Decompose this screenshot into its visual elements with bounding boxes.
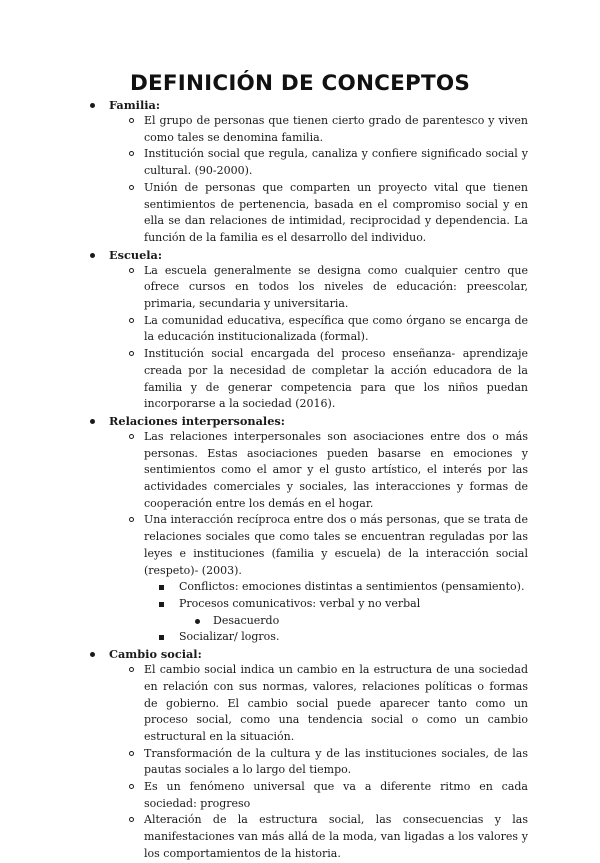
list-item-text: Unión de personas que comparten un proyecto vital que tienen sentimientos de pertenencia, basada en el compromiso social y en ella se dan relaciones de intimidad, reciprocidad y dependencia. La función de la familia es el desarrollo del individuo. xyxy=(144,180,528,244)
list-item xyxy=(144,346,528,413)
list-item xyxy=(144,662,528,746)
bullet-disc-icon xyxy=(90,419,95,424)
list-item xyxy=(144,779,528,812)
sub-list-item xyxy=(179,579,528,596)
list-item-text: La comunidad educativa, específica que como órgano se encarga de la educación institucionalizada (formal). xyxy=(144,313,528,344)
section-heading-text: Cambio social: xyxy=(109,647,202,662)
list-item-text: Las relaciones interpersonales son asociaciones entre dos o más personas. Estas asociaciones pueden basarse en emociones y sentimientos como el amor y el gusto artístico, el interés por las actividades comerciales y sociales, las interacciones y formas de cooperación entre los demás en el hogar. xyxy=(144,429,528,510)
section-heading xyxy=(88,413,528,429)
list-item-text: Transformación de la cultura y de las instituciones sociales, de las pautas sociales a lo largo del tiempo. xyxy=(144,746,528,777)
list-item xyxy=(144,812,528,862)
list-item xyxy=(144,429,528,513)
bullet-circle-icon xyxy=(129,118,134,123)
bullet-circle-icon xyxy=(129,151,134,156)
section-heading xyxy=(88,97,528,113)
bullet-disc-icon xyxy=(90,253,95,258)
bullet-square-icon xyxy=(159,635,164,640)
list-item xyxy=(144,746,528,779)
section-familia xyxy=(88,97,528,247)
sub-sub-list xyxy=(213,613,528,630)
list xyxy=(144,429,528,646)
section-cambio-social xyxy=(88,646,528,862)
list-item-text: Una interacción recíproca entre dos o más personas, que se trata de relaciones sociales que como tales se encuentran reguladas por las leyes e instituciones (familia y escuela) de la interacción social (respeto)- (2003). xyxy=(144,513,528,577)
sub-sub-list-item xyxy=(213,613,528,630)
sub-list-item-text: Conflictos: emociones distintas a sentimientos (pensamiento). xyxy=(179,580,525,594)
bullet-disc-icon xyxy=(90,652,95,657)
list-item-text: Alteración de la estructura social, las consecuencias y las manifestaciones van más allá de la moda, van ligadas a los valores y los comportamientos de la historia. xyxy=(144,813,528,860)
list-item-text: El cambio social indica un cambio en la estructura de una sociedad en relación con sus normas, valores, relaciones políticas o formas de gobierno. El cambio social puede aparecer tanto como un proceso social, como una tendencia social o como un cambio estructural en la situación. xyxy=(144,663,528,743)
section-relaciones-interpersonales xyxy=(88,413,528,646)
sub-list-item-text: Procesos comunicativos: verbal y no verbal xyxy=(179,596,421,610)
bullet-disc-icon xyxy=(195,619,200,624)
section-heading xyxy=(88,247,528,263)
bullet-circle-icon xyxy=(129,351,134,356)
section-heading xyxy=(88,646,528,662)
sub-list-item-text: Socializar/ logros. xyxy=(179,630,280,644)
sub-list-item xyxy=(179,629,528,646)
list-item xyxy=(144,180,528,247)
bullet-circle-icon xyxy=(129,517,134,522)
bullet-circle-icon xyxy=(129,817,134,822)
list-item xyxy=(144,263,528,313)
bullet-circle-icon xyxy=(129,185,134,190)
sub-sub-list-item-text: Desacuerdo xyxy=(213,613,280,627)
bullet-circle-icon xyxy=(129,751,134,756)
sub-list-item xyxy=(179,596,528,613)
list-item-text: El grupo de personas que tienen cierto grado de parentesco y viven como tales se denomina familia. xyxy=(144,114,528,144)
section-heading-text: Relaciones interpersonales: xyxy=(109,413,285,428)
section-escuela xyxy=(88,247,528,413)
bullet-circle-icon xyxy=(129,318,134,323)
bullet-square-icon xyxy=(159,602,164,607)
list xyxy=(144,113,528,247)
list-item xyxy=(144,113,528,146)
bullet-disc-icon xyxy=(90,103,95,108)
sub-list xyxy=(179,579,528,646)
list xyxy=(144,662,528,862)
list-item-text: Institución social encargada del proceso enseñanza- aprendizaje creada por la necesidad de completar la acción educadora de la familia y de generar competencia para que los niños puedan incorporarse a la sociedad (2016). xyxy=(144,347,528,411)
document-body xyxy=(88,97,528,863)
section-heading-text: Familia: xyxy=(109,98,161,112)
list-item-text: Institución social que regula, canaliza y confiere significado social y cultural. (90-2000). xyxy=(144,147,528,178)
section-heading-text: Escuela: xyxy=(109,247,163,262)
list-item xyxy=(144,313,528,346)
bullet-square-icon xyxy=(159,585,164,590)
list xyxy=(144,263,528,413)
page-title: DEFINICIÓN DE CONCEPTOS xyxy=(129,71,471,96)
list-item xyxy=(144,146,528,179)
list-item-text: Es un fenómeno universal que va a diferente ritmo en cada sociedad: progreso xyxy=(144,780,528,810)
bullet-circle-icon xyxy=(129,434,134,439)
bullet-circle-icon xyxy=(129,667,134,672)
bullet-circle-icon xyxy=(129,784,134,789)
list-item-text: La escuela generalmente se designa como cualquier centro que ofrece cursos en todos los niveles de educación: preescolar, primaria, secundaria y universitaria. xyxy=(144,263,528,311)
list-item xyxy=(144,512,528,579)
bullet-circle-icon xyxy=(129,268,134,273)
